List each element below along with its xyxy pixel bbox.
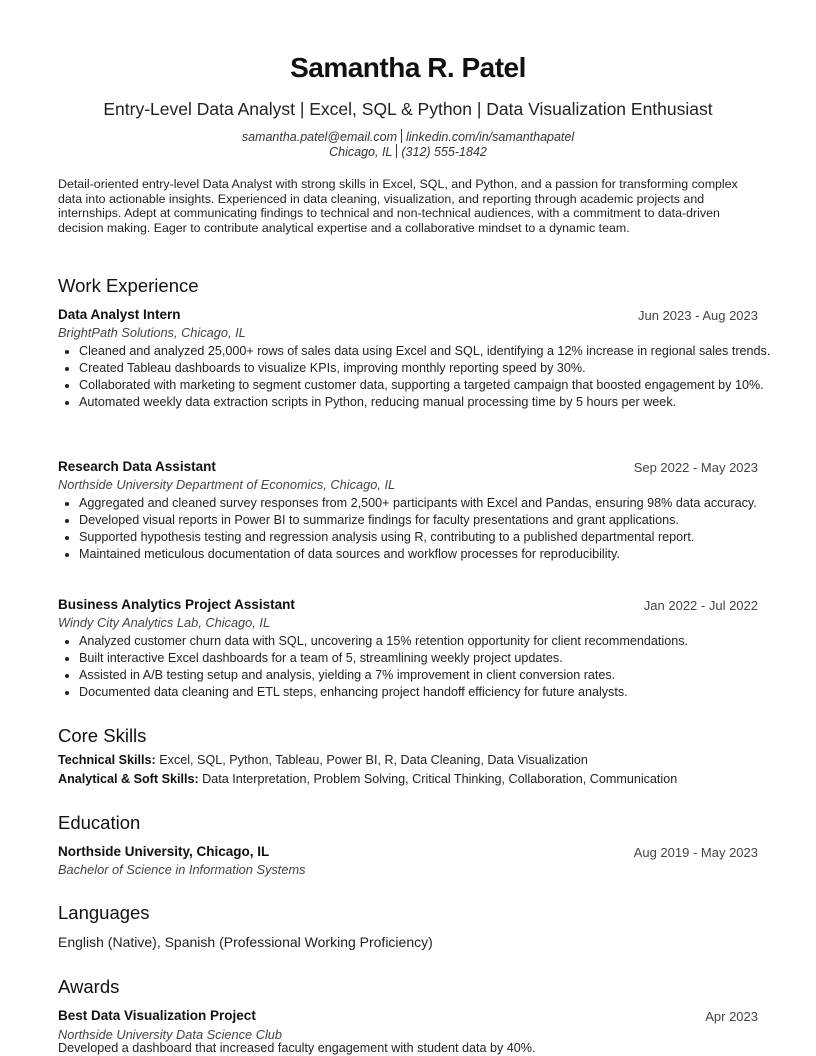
award-date: Apr 2023 (705, 1009, 758, 1024)
list-item: • Automated weekly data extraction scripts in Python, reducing manual processing time by 5 hours per week. (79, 395, 779, 410)
location-text: Chicago, IL (329, 145, 393, 159)
job-organization: Windy City Analytics Lab, Chicago, IL (58, 615, 271, 630)
technical-skills-value: Excel, SQL, Python, Tableau, Power BI, R, Data Cleaning, Data Visualization (159, 753, 588, 767)
list-item: • Maintained meticulous documentation of data sources and workflow processes for reproducibility. (79, 547, 779, 562)
section-title-languages: Languages (58, 902, 150, 923)
candidate-name: Samantha R. Patel (290, 52, 526, 83)
soft-skills-line (58, 772, 677, 786)
linkedin-link[interactable]: linkedin.com/in/samanthapatel (405, 130, 575, 144)
phone-text: (312) 555-1842 (401, 145, 487, 159)
contact-separator (401, 129, 402, 143)
job-bullets (58, 496, 779, 564)
list-item: • Supported hypothesis testing and regression analysis using R, contributing to a published departmental report. (79, 530, 779, 545)
list-item: • Analyzed customer churn data with SQL, uncovering a 15% retention opportunity for client recommendations. (79, 634, 779, 649)
degree-name: Bachelor of Science in Information Systems (58, 862, 306, 877)
list-item: • Cleaned and analyzed 25,000+ rows of sales data using Excel and SQL, identifying a 12% increase in regional sales trends. (79, 344, 779, 359)
email-link[interactable]: samantha.patel@email.com (241, 130, 397, 144)
candidate-headline: Entry-Level Data Analyst | Excel, SQL & Python | Data Visualization Enthusiast (103, 99, 713, 119)
section-title-education: Education (58, 812, 141, 833)
section-title-awards: Awards (58, 976, 120, 997)
list-item: • Aggregated and cleaned survey responses from 2,500+ participants with Excel and Pandas, ensuring 98% data accuracy. (79, 496, 779, 511)
list-item: • Collaborated with marketing to segment customer data, supporting a targeted campaign that boosted engagement by 10%. (79, 378, 779, 393)
contact-line-1 (58, 129, 758, 145)
job-title: Research Data Assistant (58, 459, 216, 474)
job-organization: BrightPath Solutions, Chicago, IL (58, 325, 246, 340)
list-item: • Created Tableau dashboards to visualize KPIs, improving monthly reporting speed by 30%. (79, 361, 779, 376)
education-dates: Aug 2019 - May 2023 (633, 845, 758, 860)
list-item: • Assisted in A/B testing setup and analysis, yielding a 7% improvement in client conversion rates. (79, 668, 779, 683)
award-organization: Northside University Data Science Club (58, 1027, 283, 1042)
soft-skills-label: Analytical & Soft Skills: (58, 772, 199, 786)
job-dates: Sep 2022 - May 2023 (633, 460, 758, 475)
job-organization: Northside University Department of Economics, Chicago, IL (58, 477, 396, 492)
technical-skills-line (58, 753, 588, 767)
job-dates: Jun 2023 - Aug 2023 (638, 308, 758, 323)
section-title-skills: Core Skills (58, 725, 147, 746)
job-dates: Jan 2022 - Jul 2022 (643, 598, 758, 613)
technical-skills-label: Technical Skills: (58, 753, 156, 767)
contact-separator (396, 144, 397, 158)
school-name: Northside University, Chicago, IL (58, 844, 270, 859)
award-description: Developed a dashboard that increased faculty engagement with student data by 40%. (58, 1041, 536, 1055)
professional-summary: Detail-oriented entry-level Data Analyst with strong skills in Excel, SQL, and Python, and a passion for transforming complex data into actionable insights. Experienced in data cleaning, visualization, and reporting through academic projects and internships. Adept at communicating findings to technical and non-technical audiences, with a commitment to data-driven decision making. Eager to contribute analytical expertise and a collaborative mindset to a dynamic team. (58, 177, 738, 235)
contact-line-2 (58, 144, 758, 160)
list-item: • Built interactive Excel dashboards for a team of 5, streamlining weekly project updates. (79, 651, 779, 666)
job-title: Business Analytics Project Assistant (58, 597, 295, 612)
job-bullets (58, 634, 779, 702)
languages-text: English (Native), Spanish (Professional Working Proficiency) (58, 934, 433, 950)
list-item: • Developed visual reports in Power BI to summarize findings for faculty presentations and grant applications. (79, 513, 779, 528)
soft-skills-value: Data Interpretation, Problem Solving, Critical Thinking, Collaboration, Communication (202, 772, 678, 786)
list-item: • Documented data cleaning and ETL steps, enhancing project handoff efficiency for future analysts. (79, 685, 779, 700)
job-bullets (58, 344, 779, 412)
award-name: Best Data Visualization Project (58, 1008, 256, 1023)
section-title-experience: Work Experience (58, 275, 199, 296)
job-title: Data Analyst Intern (58, 307, 181, 322)
